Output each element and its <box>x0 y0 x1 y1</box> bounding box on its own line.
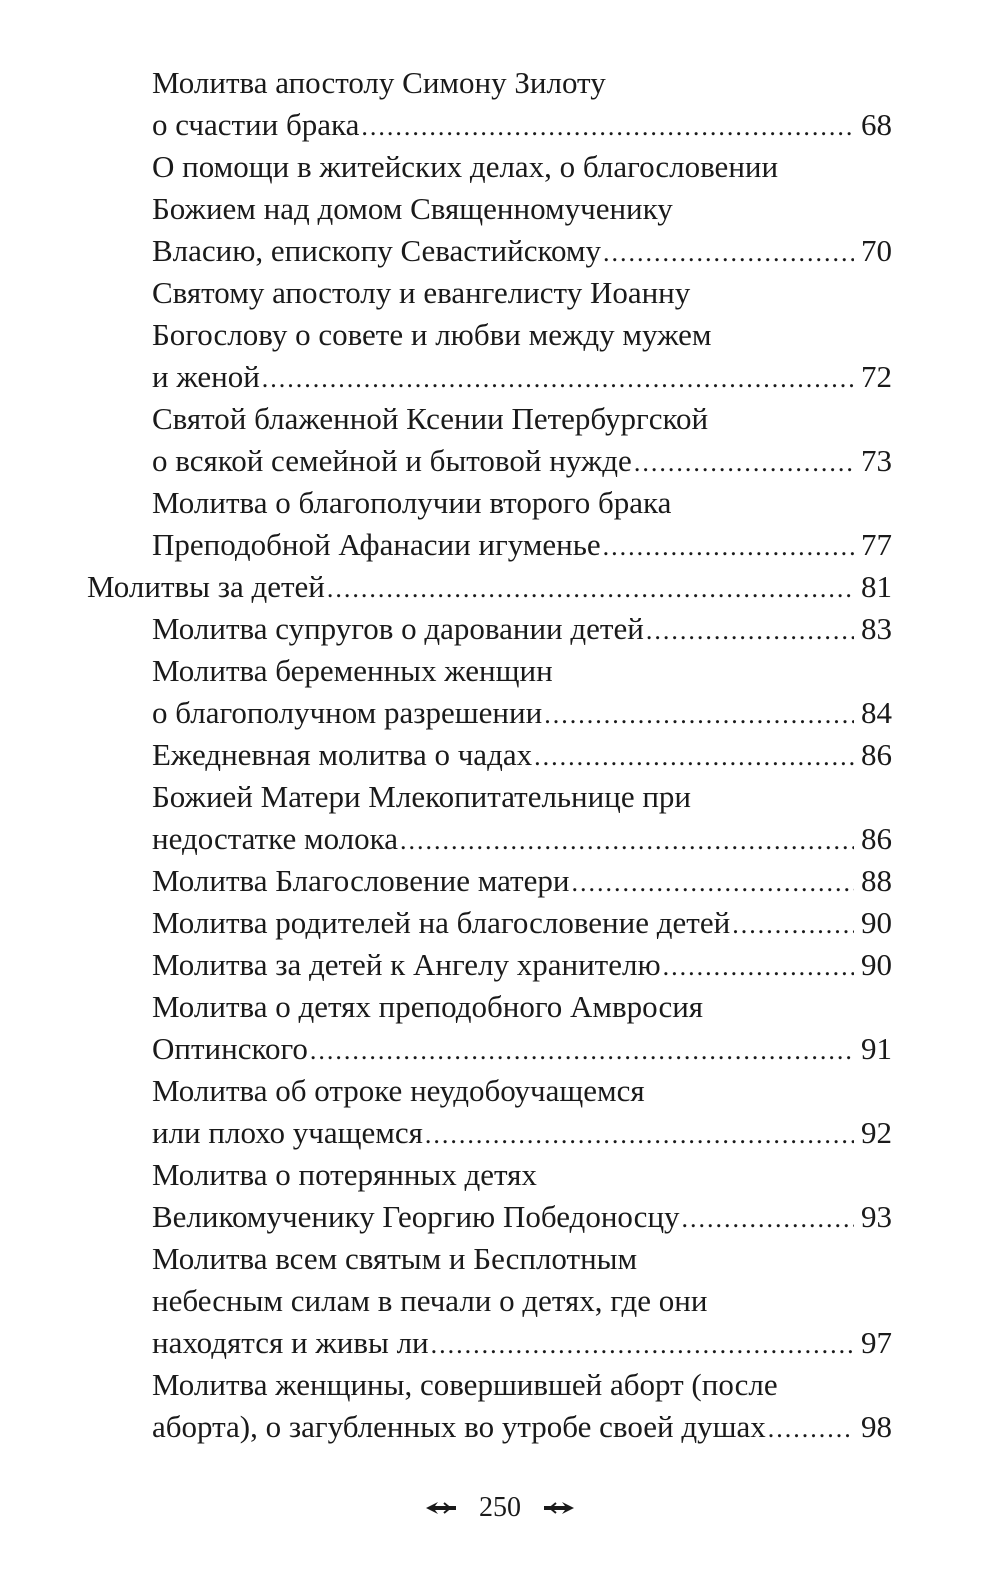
toc-entry-line[interactable] <box>0 608 892 650</box>
toc-page-number: 68 <box>861 107 892 142</box>
toc-entry-title: Святой блаженной Ксении Петербургской <box>152 401 709 436</box>
dot-leader <box>646 610 854 652</box>
toc-entry-title: Божием над домом Священномученику <box>152 191 673 226</box>
toc-entry-title: Молитва всем святым и Бесплотным <box>152 1241 638 1276</box>
dot-leader <box>768 1408 854 1450</box>
toc-entry-line[interactable] <box>0 398 892 440</box>
toc-entry-line[interactable] <box>0 356 892 398</box>
dot-leader <box>400 820 854 862</box>
toc-entry-line[interactable] <box>0 104 892 146</box>
toc-page-number: 81 <box>861 569 892 604</box>
toc-entry-title: Молитвы за детей <box>87 569 325 604</box>
dot-leader <box>682 1198 854 1240</box>
toc-entry-title: и женой <box>152 359 260 394</box>
toc-entry-line[interactable] <box>0 272 892 314</box>
toc-entry-line[interactable] <box>0 1070 892 1112</box>
toc-page-number: 91 <box>861 1031 892 1066</box>
toc-entry-title: Молитва о потерянных детях <box>152 1157 537 1192</box>
toc-entry-title: Молитва о благополучии второго брака <box>152 485 672 520</box>
toc-entry-line[interactable] <box>0 860 892 902</box>
dot-leader <box>262 358 854 400</box>
left-ornament-icon <box>424 1499 458 1517</box>
toc-entry-line[interactable] <box>0 1406 892 1448</box>
dot-leader <box>732 904 854 946</box>
toc-entry-title: о благополучном разрешении <box>152 695 543 730</box>
toc-page-number: 93 <box>861 1199 892 1234</box>
toc-entry-title: Великомученику Георгию Победоносцу <box>152 1199 680 1234</box>
toc-entry-title: о всякой семейной и бытовой нужде <box>152 443 632 478</box>
toc-entry-title: или плохо учащемся <box>152 1115 423 1150</box>
toc-entry-title: Оптинского <box>152 1031 308 1066</box>
toc-entry-title: Преподобной Афанасии игуменье <box>152 527 601 562</box>
toc-entry-line[interactable] <box>0 1028 892 1070</box>
toc-page-number: 72 <box>861 359 892 394</box>
toc-entry-title: о счастии брака <box>152 107 360 142</box>
right-ornament-icon <box>542 1499 576 1517</box>
toc-entry-title: Молитва апостолу Симону Зилоту <box>152 65 606 100</box>
toc-entry-line[interactable] <box>0 818 892 860</box>
toc-entry-line[interactable] <box>0 692 892 734</box>
dot-leader <box>571 862 854 904</box>
dot-leader <box>663 946 854 988</box>
toc-entry-line[interactable] <box>0 230 892 272</box>
toc-entry-title: аборта), о загубленных во утробе своей душах <box>152 1409 766 1444</box>
page-number: 250 <box>479 1491 521 1523</box>
toc-entry-title: Молитва об отроке неудобоучащемся <box>152 1073 645 1108</box>
toc-entry-title: Молитва женщины, совершившей аборт (после <box>152 1367 778 1402</box>
dot-leader <box>603 232 854 274</box>
toc-page-number: 86 <box>861 737 892 772</box>
toc-entry-line[interactable] <box>0 482 892 524</box>
toc-entry-line[interactable] <box>0 650 892 692</box>
toc-page-number: 98 <box>861 1409 892 1444</box>
toc-entry-line[interactable] <box>0 146 892 188</box>
toc-entry-title: Власию, епископу Севастийскому <box>152 233 602 268</box>
toc-entry-title: недостатке молока <box>152 821 399 856</box>
dot-leader <box>310 1030 854 1072</box>
toc-page-number: 90 <box>861 947 892 982</box>
toc-entry-line[interactable] <box>0 1280 892 1322</box>
toc-entry-line[interactable] <box>0 524 892 566</box>
toc-page-number: 92 <box>861 1115 892 1150</box>
toc-entry-line[interactable] <box>0 902 892 944</box>
toc-page-number: 86 <box>861 821 892 856</box>
toc-entry-line[interactable] <box>0 776 892 818</box>
dot-leader <box>327 568 854 610</box>
toc-page-number: 84 <box>861 695 892 730</box>
toc-entry-title: Святому апостолу и евангелисту Иоанну <box>152 275 691 310</box>
toc-entry-title: Ежедневная молитва о чадах <box>152 737 533 772</box>
toc-page-number: 90 <box>861 905 892 940</box>
toc-entry-line[interactable] <box>0 734 892 776</box>
toc-entry-title: Молитва супругов о даровании детей <box>152 611 644 646</box>
toc-entry-title: Богослову о совете и любви между мужем <box>152 317 712 352</box>
toc-entry-title: Молитва за детей к Ангелу хранителю <box>152 947 661 982</box>
toc-page-number: 73 <box>861 443 892 478</box>
toc-entry-line[interactable] <box>0 1112 892 1154</box>
toc-entry-line[interactable] <box>0 188 892 230</box>
toc-page-number: 70 <box>861 233 892 268</box>
table-of-contents <box>0 62 1000 1448</box>
toc-entry-title: Молитва беременных женщин <box>152 653 553 688</box>
toc-entry-line[interactable] <box>0 440 892 482</box>
dot-leader <box>431 1324 854 1366</box>
dot-leader <box>634 442 854 484</box>
toc-entry-line[interactable] <box>0 1196 892 1238</box>
toc-entry-title: находятся и живы ли <box>152 1325 429 1360</box>
toc-entry-title: Божией Матери Млекопитательнице при <box>152 779 692 814</box>
toc-entry-line[interactable] <box>0 986 892 1028</box>
toc-entry-title: Молитва родителей на благословение детей <box>152 905 731 940</box>
toc-entry-line[interactable] <box>0 62 892 104</box>
dot-leader <box>361 106 854 148</box>
toc-entry-title: небесным силам в печали о детях, где они <box>152 1283 708 1318</box>
toc-page-number: 77 <box>861 527 892 562</box>
toc-entry-title: Молитва Благословение матери <box>152 863 570 898</box>
dot-leader <box>544 694 854 736</box>
toc-section-line[interactable] <box>0 566 892 608</box>
toc-entry-line[interactable] <box>0 1322 892 1364</box>
toc-page-number: 88 <box>861 863 892 898</box>
toc-entry-title: О помощи в житейских делах, о благословении <box>152 149 779 184</box>
toc-page-number: 83 <box>861 611 892 646</box>
toc-entry-line[interactable] <box>0 1364 892 1406</box>
dot-leader <box>603 526 854 568</box>
dot-leader <box>534 736 854 778</box>
toc-page-number: 97 <box>861 1325 892 1360</box>
dot-leader <box>425 1114 854 1156</box>
toc-entry-line[interactable] <box>0 1154 892 1196</box>
toc-entry-line[interactable] <box>0 314 892 356</box>
toc-entry-title: Молитва о детях преподобного Амвросия <box>152 989 704 1024</box>
page-footer <box>0 1486 1000 1526</box>
toc-entry-line[interactable] <box>0 1238 892 1280</box>
toc-entry-line[interactable] <box>0 944 892 986</box>
